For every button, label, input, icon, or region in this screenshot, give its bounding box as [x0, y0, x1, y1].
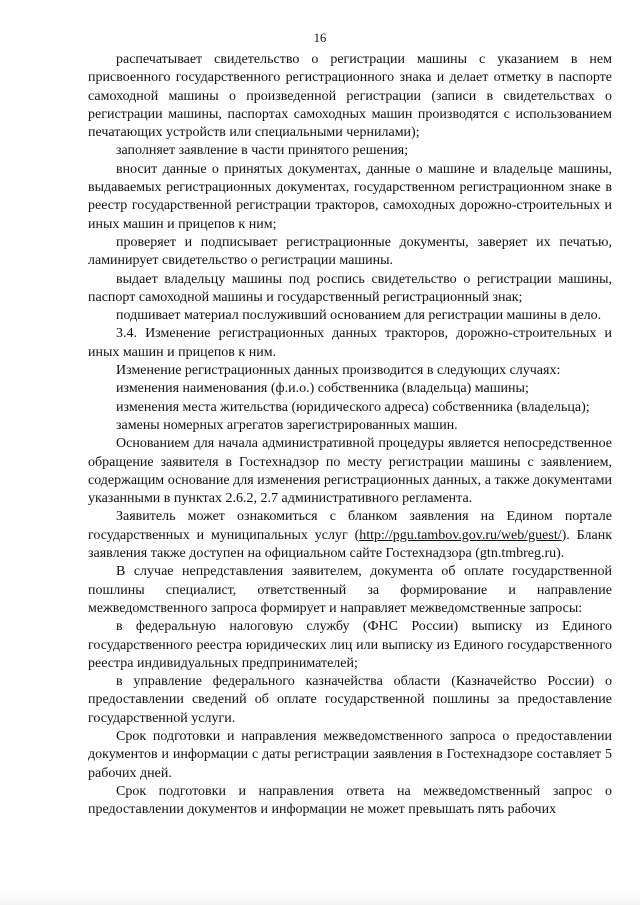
paragraph-treasury-request: в управление федерального казначейства области (Казначейство России) о предоставлении сведений об оплате государственной пошлины за предоставление государственной услуги. — [88, 674, 612, 726]
document-body — [88, 51, 612, 819]
paragraph-print-certificate: распечатывает свидетельство о регистрации машины с указанием в нем присвоенного государственного регистрационного знака и делает отметку в паспорте самоходной машины о произведенной регистрации (записи в свидетельствах о регистрации машины, паспортах самоходных машин производятся с использованием печатающих устройств или специальными чернилами); — [88, 52, 612, 141]
paragraph-request-term: Срок подготовки и направления межведомственного запроса о предоставлении документов и информации с даты регистрации заявления в Гостехнадзоре составляет 5 рабочих дней. — [88, 728, 612, 781]
portal-link[interactable]: http://pgu.tambov.gov.ru/web/guest/ — [359, 527, 562, 543]
paragraph-basis: Основанием для начала административной процедуры является непосредственное обращение заявителя в Гостехнадзор по месту регистрации машины с заявлением, содержащим основание для изменения регистрационных данных, а также документами указанными в пунктах 2.6.2, 2.7 административного регламента. — [88, 436, 612, 507]
paragraph-change-name: изменения наименования (ф.и.о.) собственника (владельца) машины; — [116, 381, 529, 397]
paragraph-change-address: изменения места жительства (юридического адреса) собственника (владельца); — [116, 399, 590, 415]
paragraph-replace-units: замены номерных агрегатов зарегистрированных машин. — [116, 417, 458, 433]
form-text-before: Заявитель может ознакомиться с бланком заявления на Едином портале государственных и муниципальных услуг ( — [88, 509, 612, 543]
paragraph-issue-documents: выдает владельцу машины под роспись свидетельство о регистрации машины, паспорт самоходной машины и государственный регистрационный знак; — [88, 271, 612, 305]
paragraph-no-payment: В случае непредставления заявителем, документа об оплате государственной пошлины специалист, ответственный за формирование и направление межведомственного запроса формирует и направляет межведомственные запросы: — [88, 564, 612, 616]
paragraph-response-term: Срок подготовки и направления ответа на межведомственный запрос о предоставлении документов и информации не может превышать пять рабочих — [88, 783, 612, 818]
scan-edge — [0, 893, 640, 905]
form-text-after: ). Бланк заявления также доступен на официальном сайте Гостехнадзора (gtn.tmbreg.ru). — [88, 527, 613, 562]
paragraph-change-cases: Изменение регистрационных данных производится в следующих случаях: — [116, 363, 561, 379]
paragraph-file-material: подшивает материал послуживший основанием для регистрации машины в дело. — [116, 308, 602, 324]
paragraph-fns-request: в федеральную налоговую службу (ФНС России) выписку из Единого государственного реестра юридических лиц или выписку из Единого государственного реестра индивидуальных предпринимателей; — [88, 619, 612, 671]
paragraph-application-form — [88, 508, 612, 563]
paragraph-fill-application: заполняет заявление в части принятого решения; — [116, 143, 409, 159]
page-number: 16 — [313, 31, 327, 45]
section-heading-3-4: 3.4. Изменение регистрационных данных тракторов, дорожно-строительных и иных машин и прицепов к ним. — [88, 326, 612, 360]
paragraph-check-sign: проверяет и подписывает регистрационные документы, заверяет их печатью, ламинирует свидетельство о регистрации машины. — [88, 234, 612, 269]
paragraph-enter-data: вносит данные о принятых документах, данные о машине и владельце машины, выдаваемых регистрационных документах, государственном регистрационном знаке в реестр государственной регистрации тракторов, самоходных дорожно-строительных и иных машин и прицепов к ним; — [88, 161, 612, 232]
